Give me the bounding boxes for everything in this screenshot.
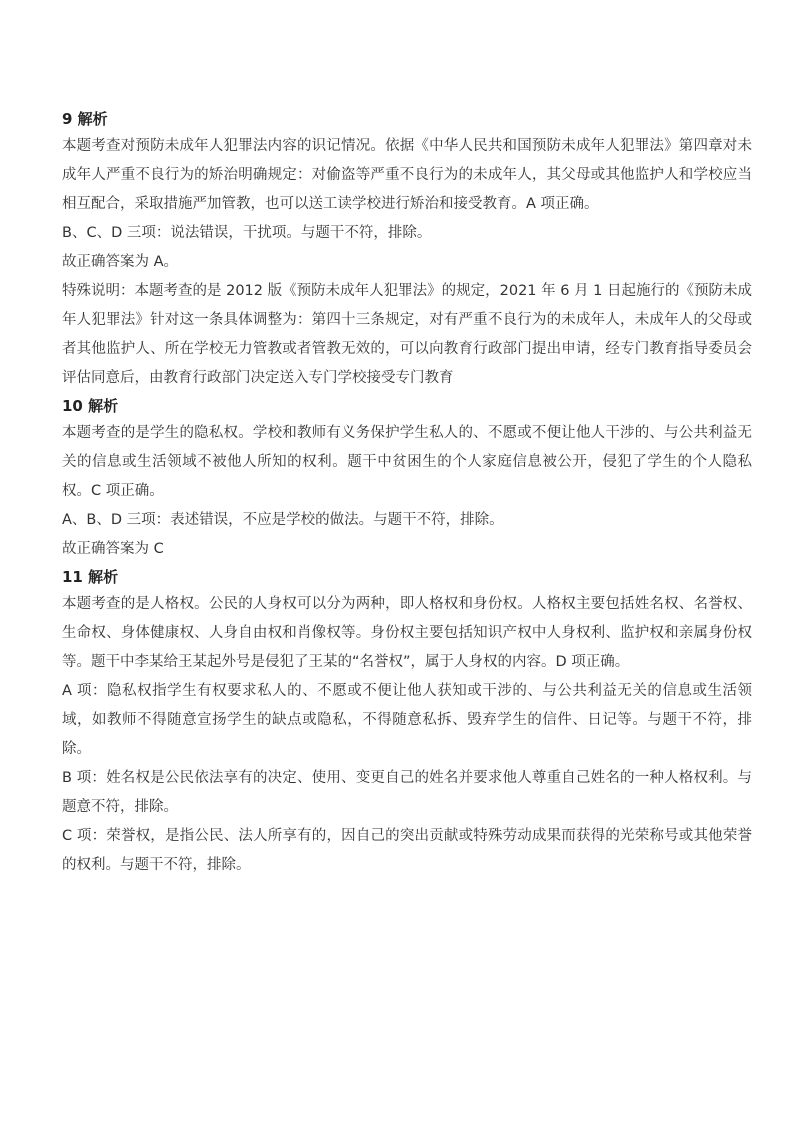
section-10-analysis — [62, 393, 752, 564]
section-9-heading: 9 解析 — [62, 110, 108, 128]
section-10-paragraph-2: A、B、D 三项：表述错误，不应是学校的做法。与题干不符，排除。 — [62, 512, 504, 528]
section-11-paragraph-3: B 项：姓名权是公民依法享有的决定、使用、变更自己的姓名并要求他人尊重自己姓名的一种人格权利。与题意不符，排除。 — [62, 770, 752, 815]
section-9-paragraph-1: 本题考查对预防未成年人犯罪法内容的识记情况。依据《中华人民共和国预防未成年人犯罪法》第四章对未成年人严重不良行为的矫治明确规定：对偷盗等严重不良行为的未成年人，其父母或其他监护人和学校应当相互配合，采取措施严加管教，也可以送工读学校进行矫治和接受教育。A 项正确。 — [62, 138, 752, 212]
section-10-heading: 10 解析 — [62, 397, 119, 415]
section-9-paragraph-3: 故正确答案为 A。 — [62, 254, 179, 270]
section-11-paragraph-2: A 项：隐私权指学生有权要求私人的、不愿或不便让他人获知或干涉的、与公共利益无关的信息或生活领域，如教师不得随意宣扬学生的缺点或隐私，不得随意私拆、毁弃学生的信件、日记等。与题干不符，排除。 — [62, 683, 752, 757]
section-11-paragraph-4: C 项：荣誉权，是指公民、法人所享有的，因自己的突出贡献或特殊劳动成果而获得的光荣称号或其他荣誉的权利。与题干不符，排除。 — [62, 828, 752, 873]
section-10-paragraph-3: 故正确答案为 C — [62, 541, 164, 557]
section-9-paragraph-4: 特殊说明：本题考查的是 2012 版《预防未成年人犯罪法》的规定，2021 年 6 月 1 日起施行的《预防未成年人犯罪法》针对这一条具体调整为：第四十三条规定，对有严重不良行为的未成年人，未成年人的父母或者其他监护人、所在学校无力管教或者管教无效的，可以向教育行政部门提出申请，经专门教育指导委员会评估同意后，由教育行政部门决定送入专门学校接受专门教育 — [62, 283, 753, 386]
section-10-paragraph-1: 本题考查的是学生的隐私权。学校和教师有义务保护学生私人的、不愿或不便让他人干涉的、与公共利益无关的信息或生活领域不被他人所知的权利。题干中贫困生的个人家庭信息被公开，侵犯了学生的个人隐私权。C 项正确。 — [62, 425, 752, 499]
section-9-analysis — [62, 106, 752, 393]
document-page — [62, 106, 752, 880]
section-11-analysis — [62, 564, 752, 880]
section-9-paragraph-2: B、C、D 三项：说法错误，干扰项。与题干不符，排除。 — [62, 225, 432, 241]
section-11-heading: 11 解析 — [62, 568, 119, 586]
section-11-paragraph-1: 本题考查的是人格权。公民的人身权可以分为两种，即人格权和身份权。人格权主要包括姓名权、名誉权、生命权、身体健康权、人身自由权和肖像权等。身份权主要包括知识产权中人身权利、监护权和亲属身份权等。题干中李某给王某起外号是侵犯了王某的“名誉权”，属于人身权的内容。D 项正确。 — [62, 596, 752, 670]
